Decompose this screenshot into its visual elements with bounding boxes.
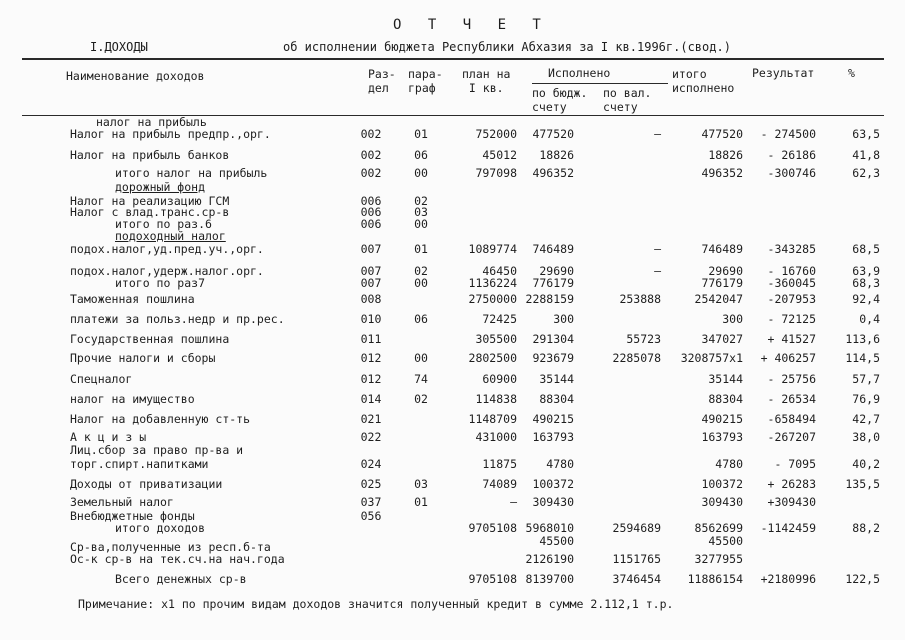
row-name: итого по раз.6 [115, 217, 212, 231]
row-name: Прочие налоги и сборы [70, 351, 216, 365]
cell-percent: 38,0 [852, 430, 880, 444]
cell-currency-account: 253888 [619, 292, 661, 306]
cell-percent: 92,4 [852, 292, 880, 306]
cell-total-executed: 776179 [701, 276, 743, 290]
cell-result: -300746 [767, 166, 816, 180]
cell-result: -658494 [767, 412, 816, 426]
cell-result: - 25756 [767, 372, 816, 386]
cell-razdel: 002 [360, 166, 382, 180]
cell-total-executed: 45500 [708, 534, 743, 548]
cell-total-executed: 3208757x1 [680, 351, 743, 365]
header-plan: план на I кв. [462, 67, 511, 95]
cell-result: -360045 [767, 276, 816, 290]
cell-razdel: 007 [360, 276, 382, 290]
cell-plan: 74089 [482, 477, 517, 491]
cell-plan: 1148709 [468, 412, 517, 426]
cell-percent: 0,4 [859, 312, 880, 326]
cell-plan: 1136224 [468, 276, 517, 290]
cell-plan: 45012 [482, 148, 517, 162]
cell-budget-account: 746489 [532, 242, 574, 256]
header-top-rule [22, 58, 884, 60]
cell-result: - 16760 [767, 264, 816, 278]
cell-razdel: 006 [360, 194, 382, 208]
cell-plan: 2750000 [468, 292, 517, 306]
cell-razdel: 021 [360, 412, 382, 426]
cell-budget-account: 300 [553, 312, 574, 326]
cell-budget-account: 490215 [532, 412, 574, 426]
cell-total-executed: 496352 [701, 166, 743, 180]
cell-total-executed: 100372 [701, 477, 743, 491]
cell-percent: 122,5 [845, 572, 880, 586]
row-name: подоходный налог [115, 229, 226, 243]
cell-razdel: 006 [360, 217, 382, 231]
cell-paragraf: 02 [414, 264, 428, 278]
cell-paragraf: 02 [414, 194, 428, 208]
cell-razdel: 012 [360, 372, 382, 386]
row-name: итого доходов [115, 521, 206, 535]
cell-percent: 113,6 [845, 332, 880, 346]
cell-currency-account: 55723 [626, 332, 661, 346]
cell-plan: – [510, 495, 517, 509]
cell-budget-account: 496352 [532, 166, 574, 180]
row-name: Налог на прибыль предпр.,орг. [70, 127, 271, 141]
cell-budget-account: 291304 [532, 332, 574, 346]
cell-total-executed: 18826 [708, 148, 743, 162]
row-name: Таможенная пошлина [70, 292, 195, 306]
row-name: Доходы от приватизации [70, 477, 223, 491]
row-name: Налог с влад.транс.ср-в [70, 205, 230, 219]
cell-currency-account: 3746454 [612, 572, 661, 586]
cell-currency-account: – [654, 264, 661, 278]
row-name: подох.налог,удерж.налог.орг. [70, 264, 264, 278]
cell-plan: 114838 [475, 392, 517, 406]
cell-razdel: 007 [360, 242, 382, 256]
row-name: дорожный фонд [115, 180, 206, 194]
cell-razdel: 006 [360, 205, 382, 219]
section-label: I.ДОХОДЫ [90, 40, 148, 54]
cell-result: - 274500 [760, 127, 816, 141]
cell-plan: 2802500 [468, 351, 517, 365]
cell-total-executed: 300 [722, 312, 743, 326]
header-razdel: Раз- дел [368, 67, 396, 95]
row-name: Спецналог [70, 372, 133, 386]
cell-currency-account: 2594689 [612, 521, 661, 535]
cell-paragraf: 01 [414, 127, 428, 141]
cell-plan: 9705108 [468, 521, 517, 535]
cell-paragraf: 03 [414, 477, 428, 491]
cell-percent: 40,2 [852, 457, 880, 471]
cell-razdel: 011 [360, 332, 382, 346]
cell-budget-account: 923679 [532, 351, 574, 365]
row-name: подох.налог,уд.пред.уч.,орг. [70, 242, 264, 256]
cell-result: - 7095 [774, 457, 816, 471]
cell-total-executed: 88304 [708, 392, 743, 406]
cell-paragraf: 00 [414, 351, 428, 365]
cell-plan: 9705108 [468, 572, 517, 586]
cell-percent: 63,9 [852, 264, 880, 278]
cell-currency-account: 1151765 [612, 552, 661, 566]
cell-razdel: 008 [360, 292, 382, 306]
cell-total-executed: 477520 [701, 127, 743, 141]
cell-plan: 60900 [482, 372, 517, 386]
header-po-val: по вал. счету [603, 86, 652, 114]
cell-total-executed: 347027 [701, 332, 743, 346]
cell-budget-account: 45500 [539, 534, 574, 548]
cell-paragraf: 00 [414, 217, 428, 231]
cell-total-executed: 8562699 [694, 521, 743, 535]
cell-result: -343285 [767, 242, 816, 256]
cell-budget-account: 35144 [539, 372, 574, 386]
cell-plan: 72425 [482, 312, 517, 326]
cell-result: -267207 [767, 430, 816, 444]
cell-percent: 135,5 [845, 477, 880, 491]
cell-percent: 76,9 [852, 392, 880, 406]
cell-paragraf: 06 [414, 312, 428, 326]
cell-razdel: 022 [360, 430, 382, 444]
cell-result: + 406257 [760, 351, 816, 365]
cell-plan: 11875 [482, 457, 517, 471]
cell-budget-account: 18826 [539, 148, 574, 162]
cell-currency-account: – [654, 127, 661, 141]
cell-plan: 46450 [482, 264, 517, 278]
row-name: Ср-ва,полученные из респ.б-та [70, 540, 271, 554]
cell-plan: 797098 [475, 166, 517, 180]
header-name: Наименование доходов [66, 69, 205, 83]
row-name: Внебюджетные фонды [70, 509, 195, 523]
cell-razdel: 002 [360, 127, 382, 141]
cell-result: + 41527 [767, 332, 816, 346]
row-name: итого налог на прибыль [115, 166, 268, 180]
cell-percent: 63,5 [852, 127, 880, 141]
header-result: Результат [752, 66, 815, 80]
row-name: торг.спирт.напитками [70, 457, 209, 471]
header-pct: % [848, 66, 855, 80]
cell-razdel: 002 [360, 148, 382, 162]
cell-plan: 305500 [475, 332, 517, 346]
row-name: Налог на реализацию ГСМ [70, 194, 230, 208]
cell-budget-account: 4780 [546, 457, 574, 471]
row-name: Земельный налог [70, 495, 174, 509]
cell-percent: 41,8 [852, 148, 880, 162]
cell-percent: 68,3 [852, 276, 880, 290]
cell-razdel: 010 [360, 312, 382, 326]
footnote: Примечание: х1 по прочим видам доходов значится полученный кредит в сумме 2.112,1 т.р. [78, 597, 674, 611]
cell-budget-account: 88304 [539, 392, 574, 406]
report-subtitle: об исполнении бюджета Республики Абхазия за I кв.1996г.(свод.) [283, 40, 731, 54]
report-title: О Т Ч Е Т [393, 17, 550, 33]
cell-budget-account: 100372 [532, 477, 574, 491]
cell-total-executed: 3277955 [694, 552, 743, 566]
cell-budget-account: 309430 [532, 495, 574, 509]
row-name: налог на имущество [70, 392, 195, 406]
row-name: Государственная пошлина [70, 332, 230, 346]
row-name: Всего денежных ср-в [115, 572, 247, 586]
cell-razdel: 024 [360, 457, 382, 471]
header-paragraf: пара- граф [408, 67, 443, 95]
cell-budget-account: 477520 [532, 127, 574, 141]
row-name: налог на прибыль [96, 115, 207, 129]
row-name: Лиц.сбор за право пр-ва и [70, 443, 244, 457]
cell-budget-account: 163793 [532, 430, 574, 444]
cell-razdel: 012 [360, 351, 382, 365]
cell-percent: 68,5 [852, 242, 880, 256]
cell-budget-account: 776179 [532, 276, 574, 290]
cell-budget-account: 29690 [539, 264, 574, 278]
cell-total-executed: 29690 [708, 264, 743, 278]
cell-budget-account: 2126190 [525, 552, 574, 566]
cell-total-executed: 4780 [715, 457, 743, 471]
cell-result: -1142459 [760, 521, 816, 535]
cell-total-executed: 11886154 [687, 572, 743, 586]
header-ispolneno-rule [532, 83, 668, 84]
cell-plan: 752000 [475, 127, 517, 141]
cell-result: -207953 [767, 292, 816, 306]
cell-budget-account: 2288159 [525, 292, 574, 306]
cell-total-executed: 746489 [701, 242, 743, 256]
cell-budget-account: 5968010 [525, 521, 574, 535]
cell-percent: 42,7 [852, 412, 880, 426]
cell-total-executed: 163793 [701, 430, 743, 444]
cell-paragraf: 01 [414, 495, 428, 509]
row-name: А к ц и з ы [70, 430, 147, 444]
row-name: Налог на прибыль банков [70, 148, 230, 162]
cell-paragraf: 01 [414, 242, 428, 256]
cell-percent: 62,3 [852, 166, 880, 180]
header-itogo: итого исполнено [672, 67, 735, 95]
cell-razdel: 007 [360, 264, 382, 278]
cell-plan: 431000 [475, 430, 517, 444]
cell-paragraf: 00 [414, 276, 428, 290]
cell-percent: 57,7 [852, 372, 880, 386]
cell-razdel: 025 [360, 477, 382, 491]
cell-result: +2180996 [760, 572, 816, 586]
cell-paragraf: 00 [414, 166, 428, 180]
cell-razdel: 037 [360, 495, 382, 509]
cell-paragraf: 06 [414, 148, 428, 162]
cell-razdel: 014 [360, 392, 382, 406]
row-name: платежи за польз.недр и пр.рес. [70, 312, 285, 326]
cell-currency-account: – [654, 242, 661, 256]
header-ispolneno: Исполнено [548, 66, 611, 80]
cell-paragraf: 03 [414, 205, 428, 219]
header-po-budzh: по бюдж. счету [532, 86, 588, 114]
cell-razdel: 056 [360, 509, 382, 523]
cell-currency-account: 2285078 [612, 351, 661, 365]
cell-total-executed: 490215 [701, 412, 743, 426]
cell-result: - 26186 [767, 148, 816, 162]
cell-paragraf: 74 [414, 372, 428, 386]
cell-budget-account: 8139700 [525, 572, 574, 586]
row-name: Ос-к ср-в на тек.сч.на нач.года [70, 552, 285, 566]
cell-plan: 1089774 [468, 242, 517, 256]
cell-result: - 72125 [767, 312, 816, 326]
cell-result: - 26534 [767, 392, 816, 406]
cell-result: + 26283 [767, 477, 816, 491]
row-name: Налог на добавленную ст-ть [70, 412, 251, 426]
cell-percent: 88,2 [852, 521, 880, 535]
cell-total-executed: 2542047 [694, 292, 743, 306]
cell-percent: 114,5 [845, 351, 880, 365]
cell-total-executed: 309430 [701, 495, 743, 509]
row-name: итого по раз7 [115, 276, 206, 290]
cell-paragraf: 02 [414, 392, 428, 406]
cell-result: +309430 [767, 495, 816, 509]
cell-total-executed: 35144 [708, 372, 743, 386]
